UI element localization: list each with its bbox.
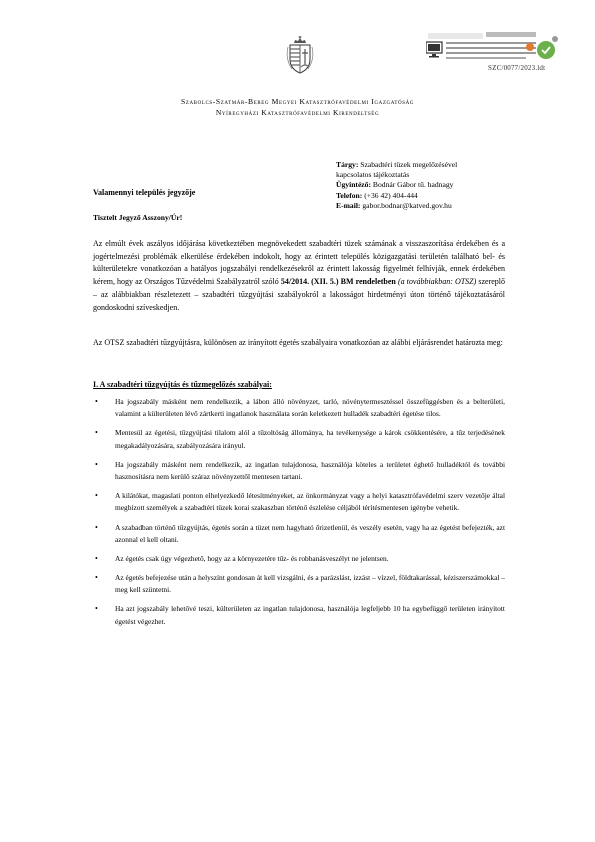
email-line (336, 201, 536, 211)
bullet-icon: • (95, 522, 98, 532)
greeting: Tisztelt Jegyző Asszony/Úr! (93, 213, 183, 222)
rule-text: Az égetés befejezése után a helyszínt gondosan át kell vizsgálni, és a parázslást, izzást – vízzel, földtakarással, kéziszerszámokkal – meg kell szüntetni. (115, 573, 505, 595)
email-label: E-mail: (336, 200, 361, 210)
orange-badge-icon (526, 43, 534, 51)
subject-line (336, 160, 536, 170)
rule-text: Az égetés csak úgy végezhető, hogy az a környezetére tűz- és robbanásveszélyt ne jelentsen. (115, 553, 389, 563)
list-item (93, 553, 505, 565)
paragraph-intro-text-end: szereplő – az alábbiakban részletezett – szabadtéri tűzgyújtási szabályokról a lakosságot hirdetményi úton történő tájékoztatásáról gondoskodni szíveskedjen. (93, 277, 506, 312)
list-item (93, 459, 505, 484)
registration-number: SZC/0077/2023.ldt (488, 64, 546, 72)
bullet-icon: • (95, 491, 98, 501)
section-title: I. A szabadtéri tűzgyújtás és tűzmegelőzés szabályai: (93, 380, 272, 389)
org-name-line2: Nyíregyházi Katasztrófavédelmi Kirendeltség (215, 108, 380, 117)
paragraph-intro (93, 238, 505, 314)
officer-line (336, 180, 536, 190)
email-value: gabor.bodnar@katved.gov.hu (362, 200, 452, 210)
letter-meta (336, 160, 536, 211)
bullet-icon: • (95, 428, 98, 438)
green-badge-icon (537, 36, 558, 59)
phone-line (336, 191, 536, 201)
rule-text: Ha jogszabály másként nem rendelkezik, az ingatlan tulajdonosa, használója köteles a területet éghető hulladéktól és további hasznosításra nem kerülő száraz növényzettől mentesen tartani. (115, 459, 505, 482)
bullet-icon: • (95, 459, 98, 469)
phone-label: Telefon: (336, 190, 363, 200)
rule-text: Ha azt jogszabály lehetővé teszi, külterületen az ingatlan tulajdonosa, használója legfeljebb 10 ha egybefüggő területen irányított égetést végezhet. (115, 604, 505, 626)
regulation-reference: 54/2014. (XII. 5.) BM rendeletben (280, 277, 396, 287)
subject-value-cont: kapcsolatos tájékoztatás (336, 170, 410, 180)
bullet-icon: • (95, 604, 98, 614)
officer-value: Bodnár Gábor tű. hadnagy (372, 180, 454, 190)
rule-text: Ha jogszabály másként nem rendelkezik, a lábon álló növényzet, tarló, növénytermesztéssel összefüggésben és a belterületi, valamint a külterületen lévő zártkerti ingatlanok használata során keletkezett hulladék szabadtéri égetése tilos. (115, 397, 505, 419)
hungarian-coat-of-arms-icon (285, 35, 315, 75)
bullet-icon: • (95, 553, 98, 563)
paragraph-intro-text: Az elmúlt évek aszályos időjárása következtében megnövekedett szabadtéri tüzek számának a visszaszorítása érdekében és a jogértelmezési problémák elkerülése érdekében indokolt, hogy az érintett település közigazgatási területén található bel- és külterületekre vonatkozóan a hatályos jogszabályi rendelkezésekről az érintett lakosság figyelmét felhívják, ennek érdekében kérem, hogy az Országos Tűzvédelmi Szabályzatról szóló (93, 239, 505, 287)
bullet-icon: • (95, 573, 98, 583)
list-item (93, 427, 505, 452)
computer-icon (426, 42, 442, 58)
certification-stamp-icon (428, 32, 536, 59)
list-item (93, 396, 505, 421)
rule-text: Mentesül az égetési, tűzgyújtási tilalom alól a tűzoltóság állománya, ha tevékenysége a károk csökkentésére, a tűz terjedésének megakadályozására, szabályozására irányul. (115, 428, 505, 450)
list-item (93, 603, 505, 628)
list-item (93, 572, 505, 597)
recipient: Valamennyi település jegyzője (93, 188, 196, 197)
abbreviation-note: (a továbbiakban: OTSZ) (397, 277, 477, 287)
rules-list (93, 396, 505, 635)
rule-text: A kilátókat, magaslati ponton elhelyezkedő létesítményeket, az önkormányzat vagy a helyi katasztrófavédelmi szerv vezetője által megbízott személyek a szabadtéri tüzek korai szakaszban történő észlelése céljából térítésmentesen igénybe vehetik. (115, 491, 505, 513)
rule-text: A szabadban történő tűzgyújtás, égetés során a tüzet nem hagyható őrizetlenül, és veszély esetén, vagy ha az égetést befejezték, azt azonnal el kell oltani. (115, 522, 505, 544)
list-item (93, 490, 505, 515)
subject-label: Tárgy: (336, 160, 359, 169)
phone-value: (+36 42) 404-444 (364, 190, 418, 200)
officer-label: Ügyintéző: (336, 180, 372, 190)
bullet-icon: • (95, 397, 98, 406)
paragraph-procedure: Az OTSZ szabadtéri tűzgyújtásra, különösen az irányított égetés szabályaira vonatkozóan az alábbi eljárásrendet határozta meg: (93, 338, 503, 347)
org-name-line1: Szabolcs-Szatmár-Bereg Megyei Katasztrófavédelmi Igazgatóság (180, 97, 415, 106)
list-item (93, 522, 505, 547)
subject-value: Szabadtéri tüzek megelőzésével (360, 160, 458, 169)
